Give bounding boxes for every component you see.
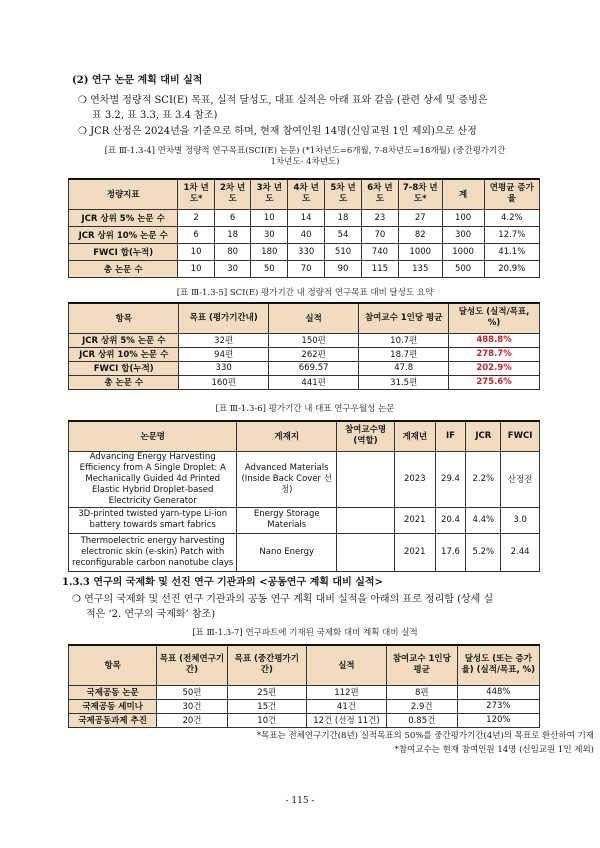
table-row: JCR 상위 10% 논문 수 6 18 30 40 54 70 82 300 12.7% — [69, 226, 540, 243]
bullet-text: 적은 ‘2. 연구의 국제화’ 참조) — [86, 609, 216, 620]
bullet-text: ❍ 연차별 정량적 SCI(E) 목표, 실적 달성도, 대표 실적은 아래 표와 같음 (관련 상세 및 증빙은 — [78, 95, 488, 106]
internationalization-table — [68, 644, 540, 728]
bullet-text: 표 3.2, 표 3.3, 표 3.4 참조) — [92, 110, 218, 121]
footnote: *목표는 전체연구기간(8년) 실적목표의 50%를 중간평가기간(4년)의 목표로 환산하여 기재 — [256, 731, 594, 741]
table-row: Advancing Energy Harvesting Efficiency from A Single Droplet: A Mechanically Guided 4d Printed Elastic Hybrid Droplet-based Electricity Generator Advanced Materials (Inside Back Cover 선정) 2023 29.4 2.2% 산정전 — [69, 451, 540, 507]
table-row: FWCI 합(누적) 10 80 180 330 510 740 1000 1000 41.1% — [69, 243, 540, 260]
table-row: 3D-printed twisted yarn-type Li-ion battery towards smart fabrics Energy Storage Materials 2021 20.4 4.4% 3.0 — [69, 507, 540, 533]
table-caption: [표 Ⅲ-1.3-7] 연구파트에 기재된 국제화 대비 계획 대비 실적 — [192, 628, 418, 638]
table-row: 국제공동 논문 50편 25편 112편 8편 448% — [69, 685, 540, 699]
bullet-text: ❍ JCR 산정은 2024년을 기준으로 하며, 현재 참여인원 14명(신임교원 1인 제외)으로 산정 — [78, 126, 477, 137]
research-target-table — [68, 178, 540, 278]
table-row: JCR 상위 5% 논문 수 32편 150편 10.7편 488.8% — [69, 333, 540, 347]
footnote: *참여교수는 현재 참여인원 14명 (신임교원 1인 제외) — [394, 745, 594, 755]
table-caption: [표 Ⅲ-1.3-4] 연차별 정량적 연구목표(SCI(E) 논문) (*1차년도=6개월, 7-8차년도=18개월) (중간평가기간 1차년도- 4차년도) — [104, 146, 506, 167]
table-header-row: 논문명 게재지 참여교수명 (역할) 게재년 IF JCR FWCI — [69, 421, 540, 451]
table-row: FWCI 합(누적) 330 669.57 47.8 202.9% — [69, 361, 540, 375]
section-heading: (2) 연구 논문 계획 대비 실적 — [72, 75, 203, 86]
page-number: - 115 - — [285, 796, 315, 806]
section-heading: 1.3.3 연구의 국제화 및 선진 연구 기관과의 <공동연구 계획 대비 실적> — [62, 577, 383, 588]
table-caption: [표 Ⅲ-1.3-6] 평가기간 내 대표 연구우월성 논문 — [215, 404, 395, 414]
table-row: 총 논문 수 10 30 50 70 90 115 135 500 20.9% — [69, 260, 540, 277]
representative-papers-table — [68, 420, 540, 572]
table-row: JCR 상위 5% 논문 수 2 6 10 14 18 23 27 100 4.2% — [69, 209, 540, 226]
table-header-row: 정량지표 1차 년도* 2차 년도 3차 년도 4차 년도 5차 년도 6차 년도 7-8차 년도* 계 연평균 증가율 — [69, 179, 540, 209]
table-row: 국제공동과제 추진 20건 10건 12건 (선정 11건) 0.85건 120% — [69, 713, 540, 727]
achievement-summary-table — [68, 302, 540, 390]
table-row: 국제공동 세미나 30건 15건 41건 2.9건 273% — [69, 699, 540, 713]
table-row: 총 논문 수 160편 441편 31.5편 275.6% — [69, 375, 540, 389]
table-row: Thermoelectric energy harvesting electronic skin (e-skin) Patch with reconfigurable carbon nanotube clays Nano Energy 2021 17.6 5.2% 2.44 — [69, 533, 540, 571]
table-caption: [표 Ⅲ-1.3-5] SCI(E) 평가기간 내 정량적 연구목표 대비 달성도 요약 — [176, 288, 434, 298]
bullet-text: ❍ 연구의 국제화 및 선진 연구 기관과의 공동 연구 계획 대비 실적을 아래의 표로 정리함 (상세 실 — [72, 594, 494, 605]
table-header-row: 항목 목표 (평가기간내) 실적 참여교수 1인당 평균 달성도 (실적/목표, %) — [69, 303, 540, 333]
table-row: JCR 상위 10% 논문 수 94편 262편 18.7편 278.7% — [69, 347, 540, 361]
table-header-row: 항목 목표 (전체연구기간) 목표 (중간평가기간) 실적 참여교수 1인당 평균 달성도 (또는 증가율) (실적/목표, %) — [69, 645, 540, 685]
